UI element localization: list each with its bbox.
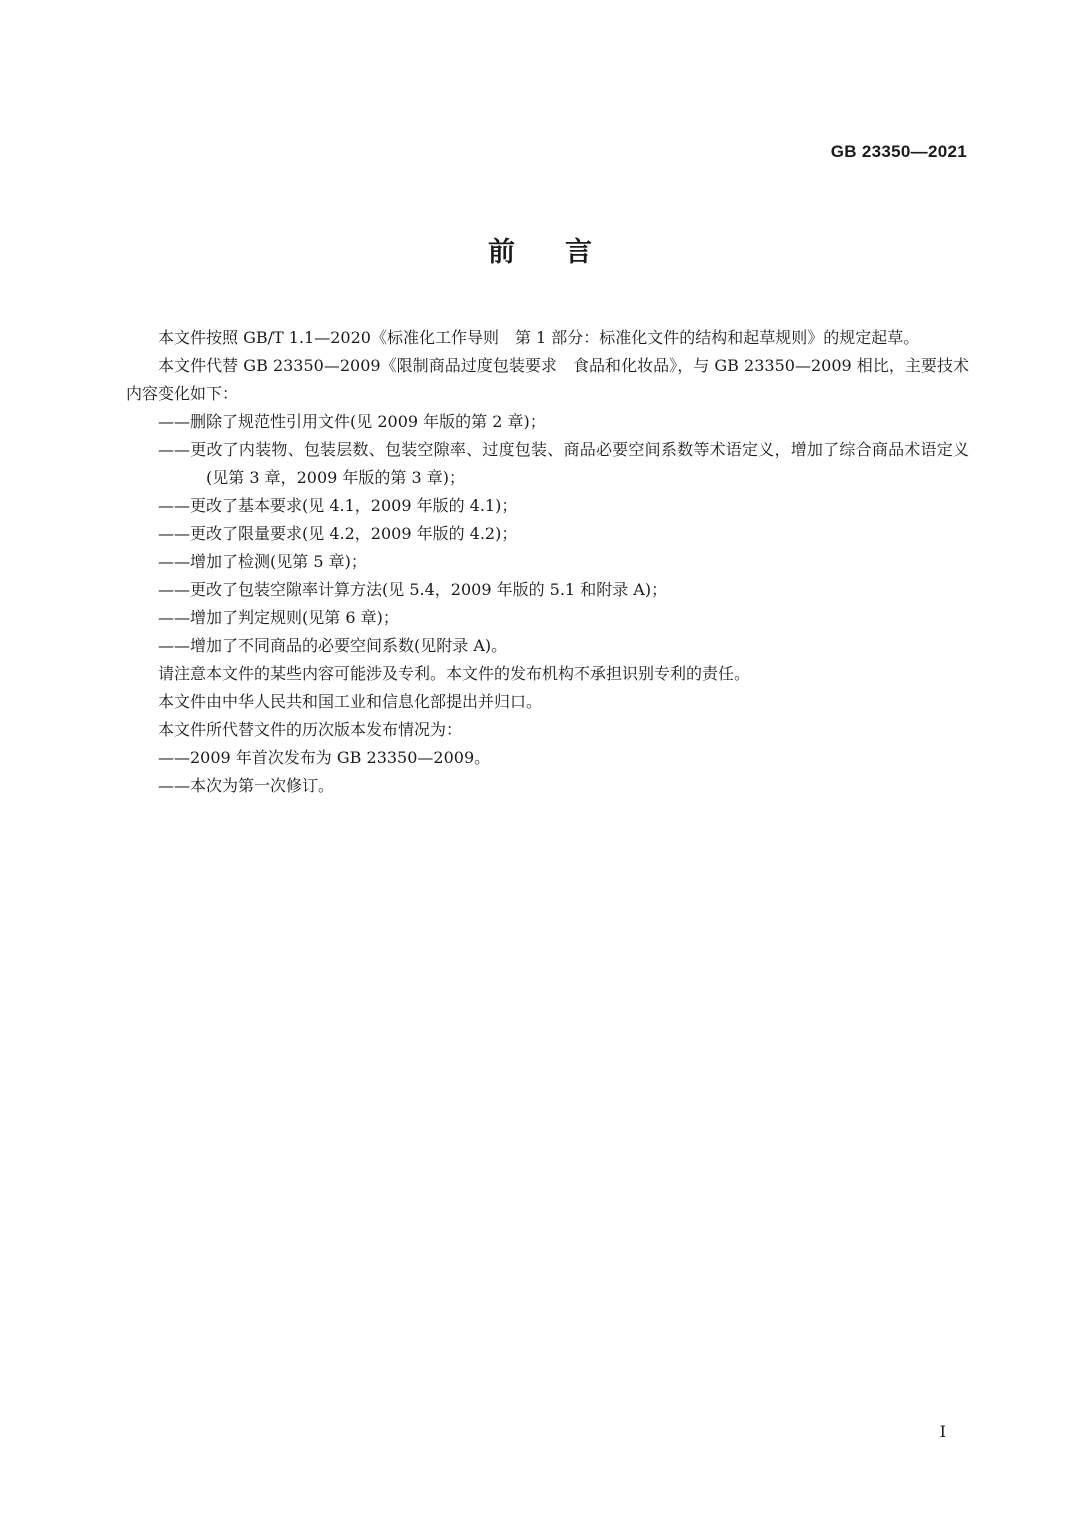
page-title: 前言 — [488, 237, 642, 268]
change-item: ——更改了限量要求(见 4.2，2009 年版的 4.2)； — [158, 524, 518, 543]
change-item: ——删除了规范性引用文件(见 2009 年版的第 2 章)； — [158, 412, 546, 431]
change-item: ——增加了检测(见第 5 章)； — [158, 552, 367, 571]
standard-number: GB 23350—2021 — [830, 142, 967, 161]
change-item: ——增加了判定规则(见第 6 章)； — [158, 608, 399, 627]
page-number: I — [939, 1422, 946, 1441]
change-item: ——增加了不同商品的必要空间系数(见附录 A)。 — [158, 636, 508, 655]
change-item: ——更改了包装空隙率计算方法(见 5.4，2009 年版的 5.1 和附录 A)； — [158, 580, 668, 599]
intro-paragraph-replacement: 本文件代替 GB 23350—2009《限制商品过度包装要求 食品和化妆品》，与 GB 23350—2009 相比，主要技术内容变化如下： — [126, 356, 969, 403]
intro-paragraph-drafting: 本文件按照 GB/T 1.1—2020《标准化工作导则 第 1 部分：标准化文件的结构和起草规则》的规定起草。 — [158, 328, 920, 347]
patent-notice: 请注意本文件的某些内容可能涉及专利。本文件的发布机构不承担识别专利的责任。 — [158, 664, 751, 683]
proposer-statement: 本文件由中华人民共和国工业和信息化部提出并归口。 — [158, 692, 543, 711]
change-item: ——更改了基本要求(见 4.1，2009 年版的 4.1)； — [158, 496, 518, 515]
history-item: ——2009 年首次发布为 GB 23350—2009。 — [158, 748, 491, 767]
change-item: ——更改了内装物、包装层数、包装空隙率、过度包装、商品必要空间系数等术语定义，增加了综合商品术语定义(见第 3 章，2009 年版的第 3 章)； — [158, 440, 969, 487]
history-item: ——本次为第一次修订。 — [158, 776, 335, 795]
history-intro: 本文件所代替文件的历次版本发布情况为： — [158, 720, 463, 739]
foreword-body — [126, 324, 969, 800]
